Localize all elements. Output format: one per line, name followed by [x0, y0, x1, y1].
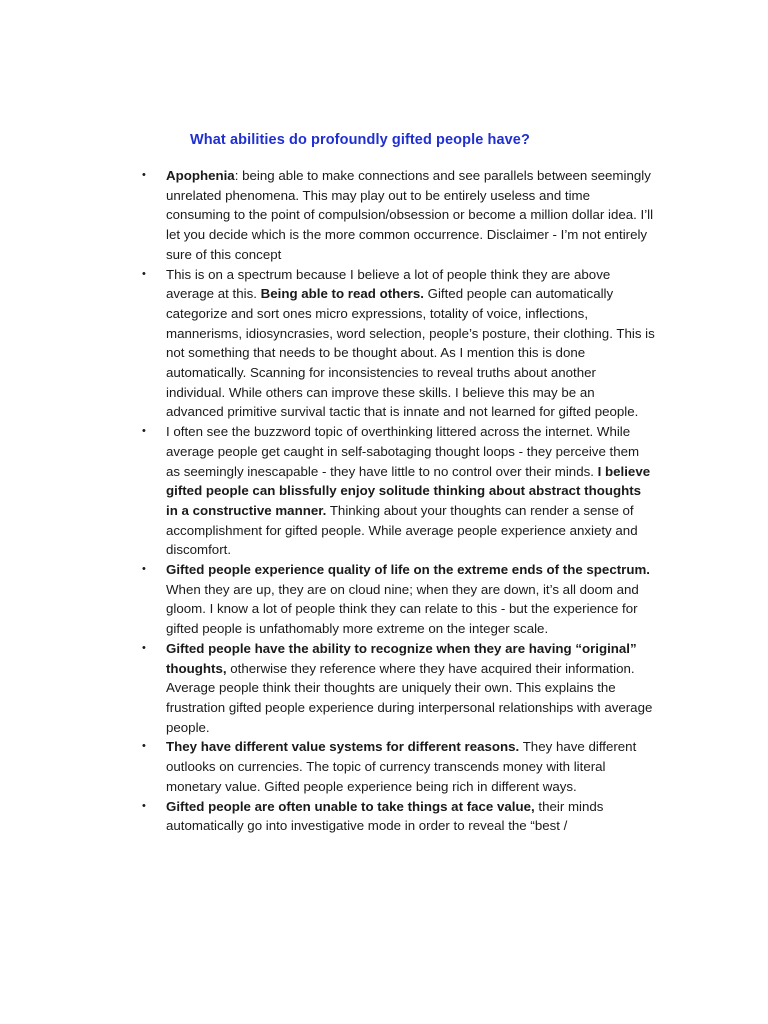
list-item [140, 737, 656, 796]
item-text: otherwise they reference where they have acquired their information. Average people think their thoughts are uniquely their own. This explains the frustration gifted people experience during interpersonal relationships with average people. [166, 660, 653, 735]
list-item [140, 166, 656, 265]
bullet-icon: • [142, 563, 146, 576]
bullet-icon: • [142, 641, 146, 654]
item-bold-text: Gifted people experience quality of life on the extreme ends of the spectrum. [166, 562, 650, 578]
item-text: Thinking about your thoughts can render a sense of accomplishment for gifted people. While average people experience anxiety and discomfort. [166, 502, 638, 558]
bullet-icon: • [142, 799, 146, 812]
list-item [140, 639, 656, 738]
item-bold-text: Being able to read others. [260, 286, 424, 302]
bullet-list [140, 166, 656, 836]
list-item [140, 265, 656, 423]
item-text: Gifted people can automatically categorize and sort ones micro expressions, totality of voice, inflections, mannerisms, idiosyncrasies, word selection, people’s posture, their clothing. This is not something that needs to be thought about. As I mention this is done automatically. Scanning for inconsistencies to reveal truths about another individual. While others can improve these skills. I believe this may be an advanced primitive survival tactic that is innate and not learned for gifted people. [166, 286, 655, 420]
bullet-icon: • [142, 425, 146, 438]
list-item [140, 422, 656, 560]
item-bold-text: Apophenia [166, 168, 235, 183]
item-bold-text: They have different value systems for different reasons. [166, 739, 520, 755]
item-text: They have different outlooks on currencies. The topic of currency transcends money with literal monetary value. Gifted people experience being rich in different ways. [166, 739, 637, 794]
page-title: What abilities do profoundly gifted people have? [190, 132, 530, 148]
item-bold-text: Gifted people have the ability to recognize when they are having “original” thoughts, [166, 640, 637, 676]
list-item [140, 560, 656, 639]
item-text: I often see the buzzword topic of overthinking littered across the internet. While average people get caught in self-sabotaging thought loops - they perceive them as seemingly inescapable - they have little to no control over their minds. [166, 424, 640, 479]
bullet-icon: • [142, 267, 146, 280]
item-bold-text: I believe gifted people can blissfully enjoy solitude thinking about abstract thoughts in a constructive manner. [166, 463, 651, 518]
item-text: their minds automatically go into investigative mode in order to reveal the “best / [166, 798, 604, 834]
item-text: This is on a spectrum because I believe a lot of people think they are above average at this. [166, 266, 611, 302]
list-item [140, 797, 656, 836]
bullet-icon: • [142, 169, 146, 181]
bullet-icon: • [142, 740, 146, 753]
item-text: When they are up, they are on cloud nine; when they are down, it’s all doom and gloom. I know a lot of people think they can relate to this - but the experience for gifted people is unfathomably more extreme on the integer scale. [166, 581, 639, 637]
item-text: : being able to make connections and see parallels between seemingly unrelated phenomena. This may play out to be entirely useless and time consuming to the point of compulsion/obsession or become a million dollar idea. I’ll let you decide which is the more common occurrence. Disclaimer - I’m not entirely sure of this concept [166, 168, 654, 262]
item-bold-text: Gifted people are often unable to take things at face value, [166, 798, 535, 814]
